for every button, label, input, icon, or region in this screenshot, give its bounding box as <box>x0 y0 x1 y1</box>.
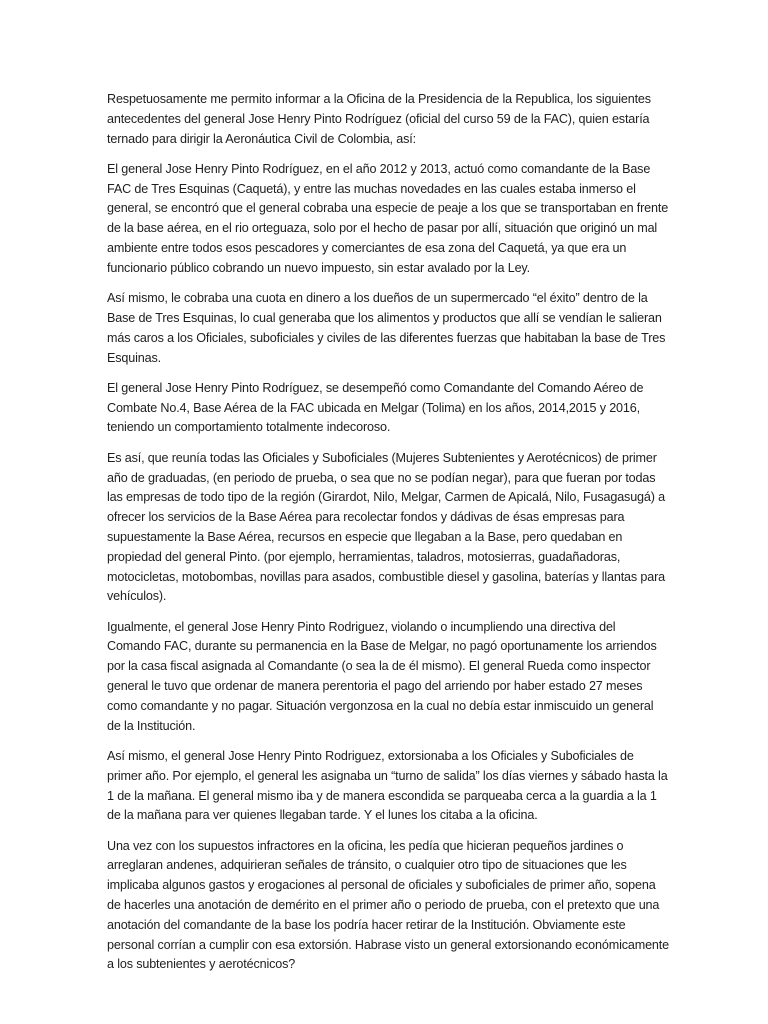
document-body <box>107 90 670 986</box>
paragraph-empresas-dadivas: Es así, que reunía todas las Oficiales y Suboficiales (Mujeres Subtenientes y Aerotécnicos) de primer año de graduadas, (en periodo de prueba, o sea que no se podían negar), para que fueran por todas las empresas de todo tipo de la región (Girardot, Nilo, Melgar, Carmen de Apicalá, Nilo, Fusagasugá) a ofrecer los servicios de la Base Aérea para recolectar fondos y dádivas de ésas empresas para supuestamente la Base Aérea, recursos en especie que llegaban a la Base, pero quedaban en propiedad del general Pinto. (por ejemplo, herramientas, taladros, motosierras, guadañadoras, motocicletas, motobombas, novillas para asados, combustible diesel y gasolina, baterías y llantas para vehículos). <box>107 450 666 604</box>
paragraph-supermercado: Así mismo, le cobraba una cuota en dinero a los dueños de un supermercado “el éxito” dentro de la Base de Tres Esquinas, lo cual generaba que los alimentos y productos que allí se vendían le salieran más caros a los Oficiales, suboficiales y civiles de las diferentes fuerzas que habitaban la base de Tres Esquinas. <box>107 291 666 365</box>
paragraph-intro: Respetuosamente me permito informar a la Oficina de la Presidencia de la Republica, los siguientes antecedentes del general Jose Henry Pinto Rodríguez (oficial del curso 59 de la FAC), quien estaría ternado para dirigir la Aeronáutica Civil de Colombia, así: <box>107 92 651 146</box>
paragraph-extorsion: Una vez con los supuestos infractores en la oficina, les pedía que hicieran pequeños jardines o arreglaran andenes, adquirieran señales de tránsito, o cualquier otro tipo de situaciones que les implicaba algunos gastos y erogaciones al personal de oficiales y suboficiales de primer año, sopena de hacerles una anotación de demérito en el primer año o periodo de prueba, con el pretexto que una anotación del comandante de la base los podría hacer retirar de la Institución. Obviamente este personal corrían a cumplir con esa extorsión. Habrase visto un general extorsionando económicamente a los subtenientes y aerotécnicos? <box>107 838 669 972</box>
paragraph-arriendos: Igualmente, el general Jose Henry Pinto Rodriguez, violando o incumpliendo una directiva del Comando FAC, durante su permanencia en la Base de Melgar, no pagó oportunamente los arriendos por la casa fiscal asignada al Comandante (o sea la de él mismo). El general Rueda como inspector general le tuvo que ordenar de manera perentoria el pago del arriendo por haber estado 27 meses como comandante y no pagar. Situación vergonzosa en la cual no debía estar inmiscuido un general de la Institución. <box>107 619 657 733</box>
paragraph-turno-salida: Así mismo, el general Jose Henry Pinto Rodriguez, extorsionaba a los Oficiales y Suboficiales de primer año. Por ejemplo, el general les asignaba un “turno de salida” los días viernes y sábado hasta la 1 de la mañana. El general mismo iba y de manera escondida se parqueaba cerca a la guardia a la 1 de la mañana para ver quienes llegaban tarde. Y el lunes los citaba a la oficina. <box>107 748 668 823</box>
paragraph-melgar-comando: El general Jose Henry Pinto Rodríguez, se desempeñó como Comandante del Comando Aéreo de Combate No.4, Base Aérea de la FAC ubicada en Melgar (Tolima) en los años, 2014,2015 y 2016, teniendo un comportamiento totalmente indecoroso. <box>107 380 644 435</box>
paragraph-tres-esquinas-peaje: El general Jose Henry Pinto Rodríguez, en el año 2012 y 2013, actuó como comandante de la Base FAC de Tres Esquinas (Caquetá), y entre las muchas novedades en las cuales estaba inmerso el general, se encontró que el general cobraba una especie de peaje a los que se transportaban en frente de la base aérea, en el rio orteguaza, solo por el hecho de pasar por allí, situación que originó un mal ambiente entre todos esos pescadores y comerciantes de esa zona del Caquetá, ya que era un funcionario público cobrando un nuevo impuesto, sin estar avalado por la Ley. <box>107 161 669 275</box>
